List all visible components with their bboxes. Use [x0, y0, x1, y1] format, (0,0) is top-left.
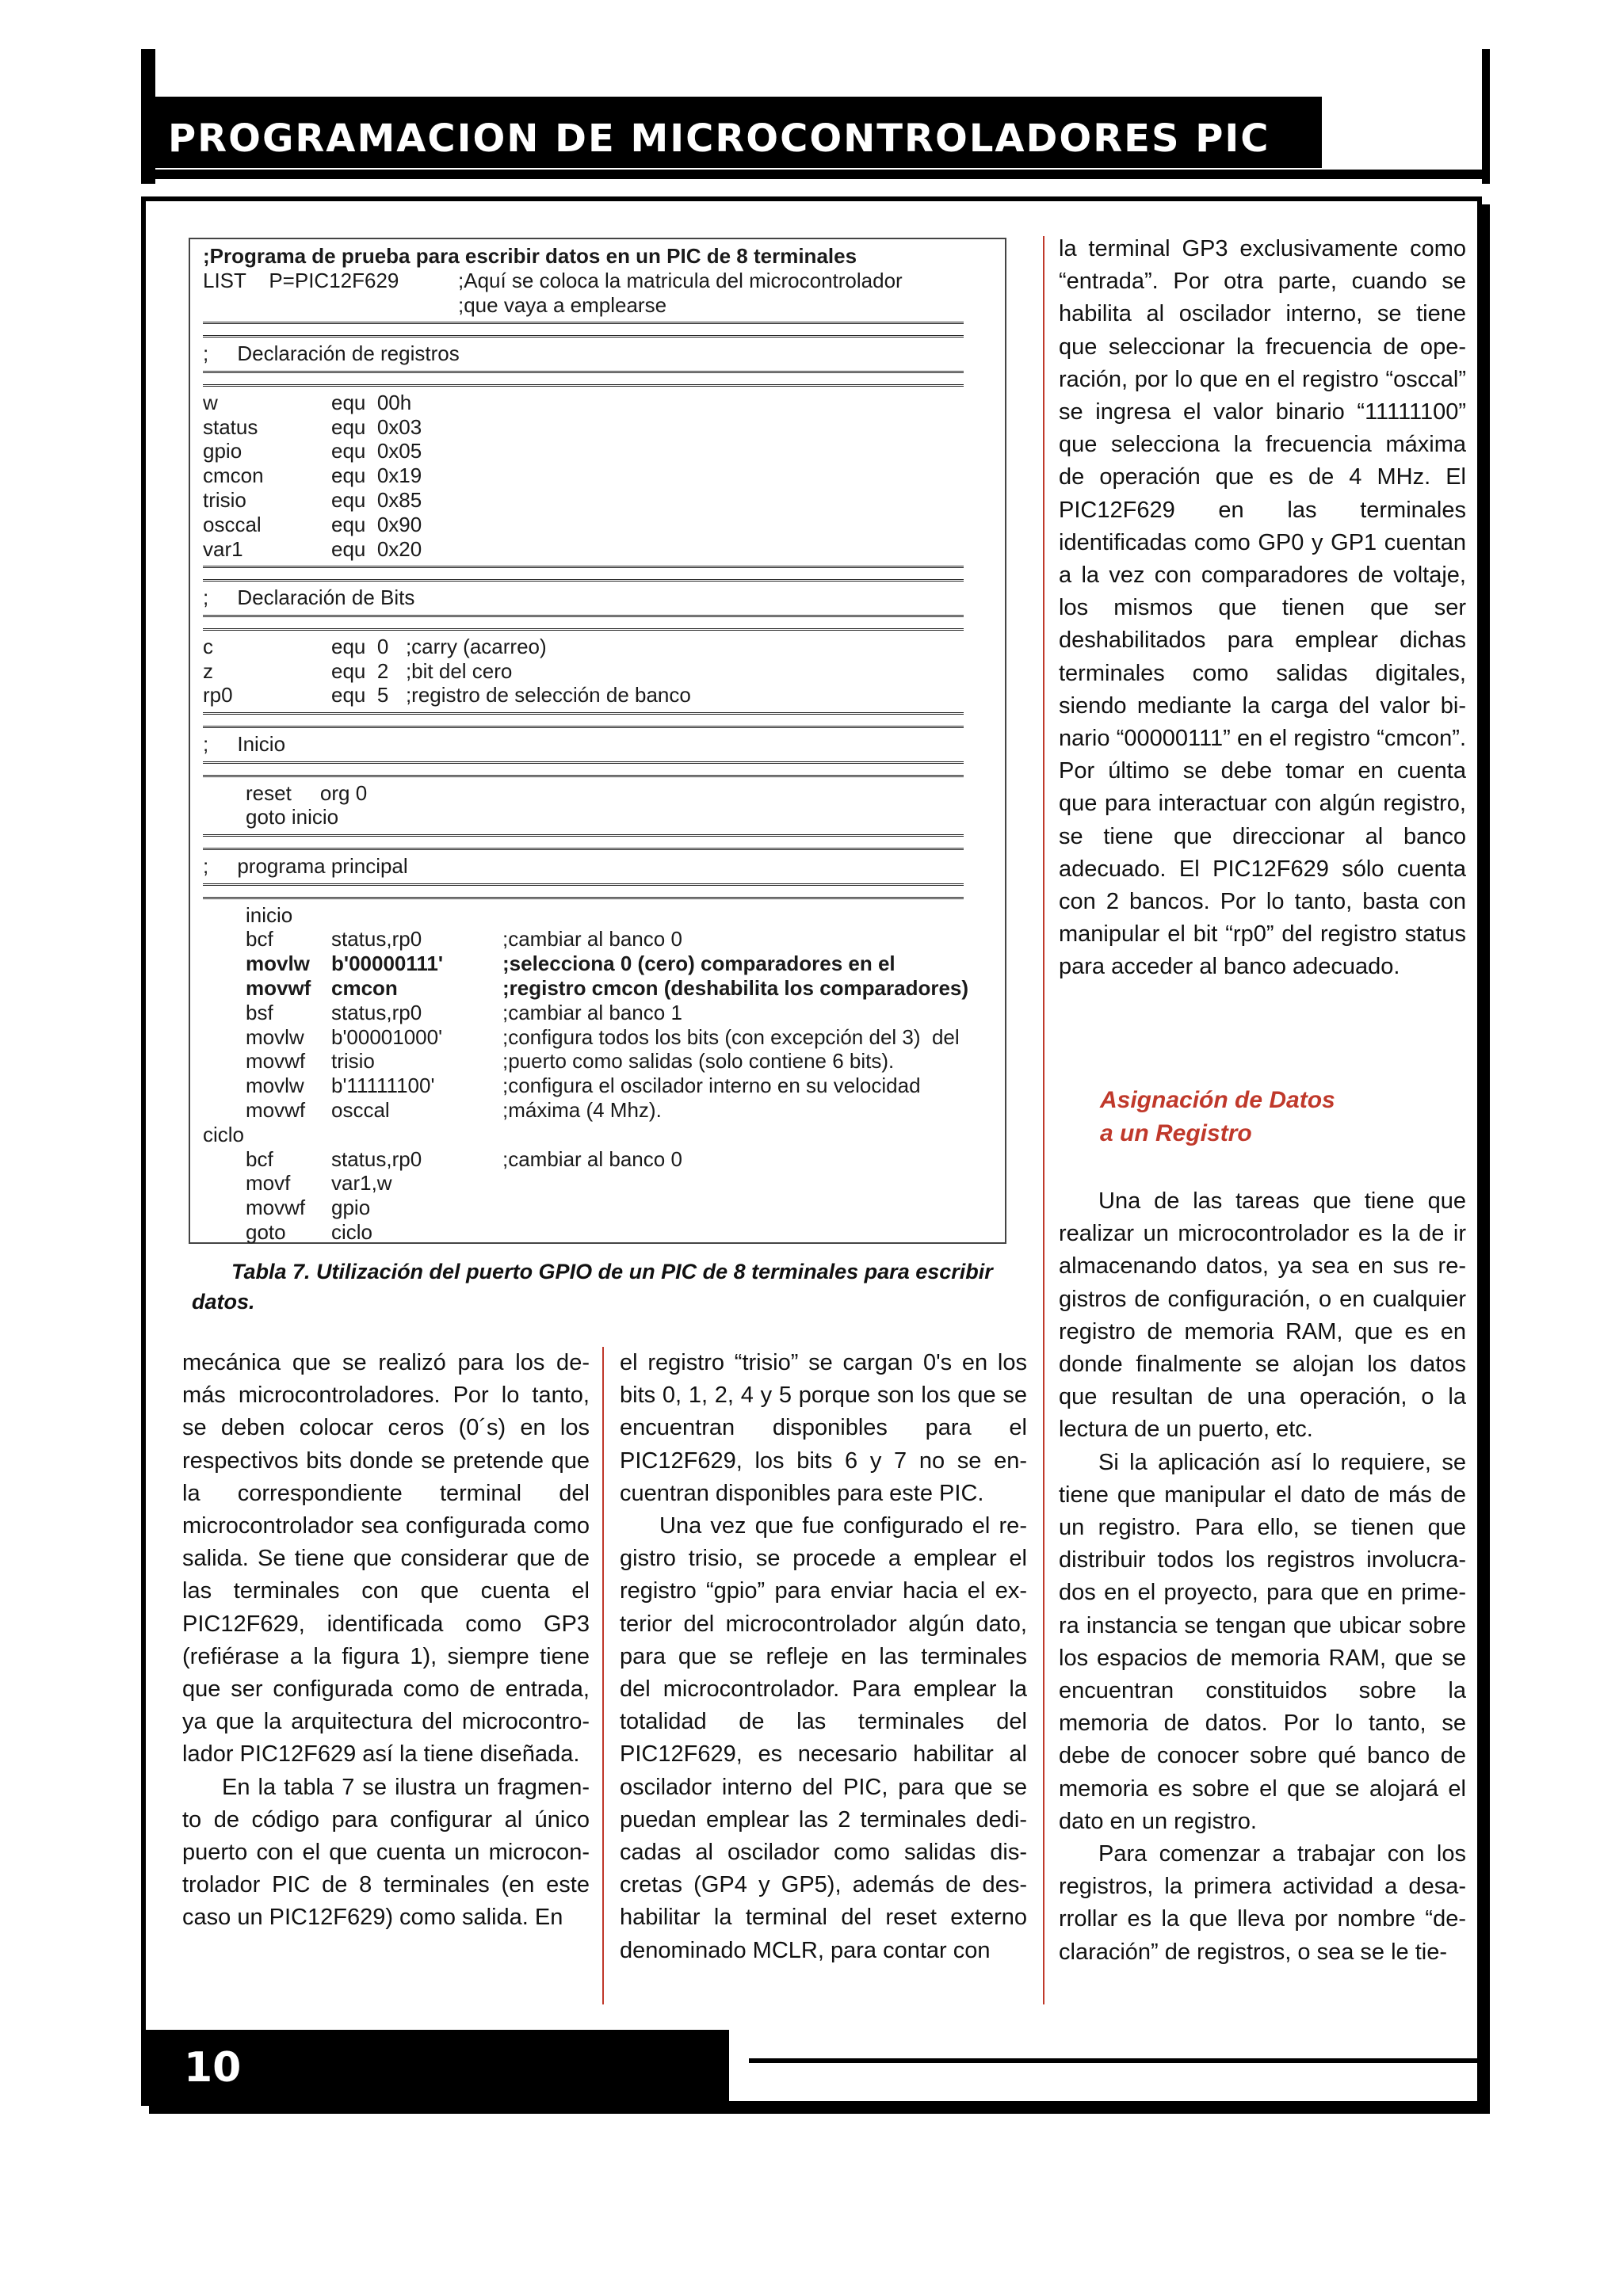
table-caption: Tabla 7. Utilización del puerto GPIO de un PIC de 8 terminales para escribir datos. — [192, 1260, 993, 1314]
code-line — [203, 732, 987, 756]
code-token: bsf — [246, 1000, 273, 1024]
code-token: ciclo — [331, 1220, 373, 1244]
code-token: status,rp0 — [331, 1000, 422, 1024]
code-line — [203, 1196, 987, 1219]
code-line — [203, 635, 987, 658]
code-separator — [203, 712, 964, 728]
code-token: equ 0x03 — [331, 414, 422, 439]
paragraph: En la tabla 7 se ilustra un fragmento de código para configurar al único puerto con el que cuenta un microcontrolador PIC de 8 terminales (en este caso un PIC12F629) como salida. En — [182, 1774, 590, 1931]
code-token: b'00001000' — [331, 1024, 443, 1049]
code-line — [203, 269, 987, 292]
code-token: goto inicio — [246, 805, 339, 830]
code-token: movlw — [246, 1074, 304, 1098]
code-token: movwf — [246, 1049, 306, 1074]
code-comment: ;máxima (4 Mhz). — [502, 1098, 662, 1122]
code-token: rp0 — [203, 683, 233, 707]
code-token: z — [203, 658, 213, 683]
code-token: goto — [246, 1220, 286, 1244]
code-token: var1,w — [331, 1171, 392, 1196]
code-token: movlw — [246, 1024, 304, 1049]
code-token: equ 2 ;bit del cero — [331, 658, 513, 683]
code-token: trisio — [203, 488, 246, 512]
code-line — [203, 1025, 987, 1049]
paragraph: Una vez que fue configurado el registro trisio, se procede a emplear el registro “gpio” para enviar hacia el exterior del microcontrolador algún dato, para que se refleje en las terminales del microcontrolador. Para emplear la totalidad de las terminales del PIC12F629, es necesario habilitar al oscilador interno del PIC, para que se puedan emplear las 2 terminales dedicadas al oscilador como salidas discretas (GP4 y GP5), además de deshabilitar la terminal del reset externo denominado MCLR, para contar con — [620, 1513, 1027, 1963]
code-separator — [203, 322, 964, 338]
code-line — [203, 293, 987, 317]
code-line — [203, 463, 987, 487]
code-token: c — [203, 634, 213, 658]
code-token: movwf — [246, 1098, 306, 1122]
code-line — [203, 1171, 987, 1195]
footer-rule — [749, 2058, 1478, 2063]
code-separator — [203, 761, 964, 777]
section-subheading — [1100, 1084, 1465, 1150]
code-token: inicio — [246, 902, 293, 927]
code-line — [203, 976, 987, 1000]
code-line — [203, 854, 987, 878]
code-token: movlw — [246, 952, 310, 976]
code-title: ;Programa de prueba para escribir datos en un PIC de 8 terminales — [203, 244, 857, 268]
code-comment: ;que vaya a emplearse — [458, 292, 667, 317]
code-line — [203, 1147, 987, 1171]
code-comment: ;configura todos los bits (con excepción del 3) del — [502, 1024, 960, 1049]
code-line — [203, 488, 987, 512]
code-token: status,rp0 — [331, 1146, 422, 1171]
code-comment: ;selecciona 0 (cero) comparadores en el — [502, 952, 896, 976]
code-token: movf — [246, 1171, 291, 1196]
code-line — [203, 439, 987, 463]
code-section-label: ; programa principal — [203, 854, 408, 878]
code-separator — [203, 615, 964, 631]
code-line — [203, 537, 987, 561]
code-token: reset org 0 — [246, 780, 368, 805]
paragraph: Si la aplicación así lo requiere, se tiene que manipular el dato de más de un registro. Para ello, se tienen que distribuir todos los registros involucrados en el proyecto, para que en primera instancia se tengan que ubicar sobre los espacios de memoria RAM, que se encuentran constituidos sobre la memoria de datos. Por lo tanto, se debe de conocer sobre qué banco de memoria es sobre el que se alojará el dato en un registro. — [1059, 1449, 1466, 1834]
paragraph: la terminal GP3 exclusivamente como “entrada”. Por otra parte, cuando se habilita al oscilador interno, se tiene que seleccionar la frecuencia de operación, por lo que en el registro “osccal” se ingresa el valor binario “11111100” que selecciona la frecuencia máxima de operación que es de 4 MHz. El PIC12F629 en las terminales identificadas como GP0 y GP1 cuentan a la vez con comparadores de voltaje, los mismos que tienen que ser deshabilitados para emplear dichas terminales como salidas digitales, siendo mediante la carga del valor binario “00000111” en el registro “cmcon”. Por último se debe tomar en cuenta que para interactuar con algún registro, se tiene que direccionar al banco adecuado. El PIC12F629 sólo cuenta con 2 bancos. Por lo tanto, basta con manipular el bit “rp0” del registro status para acceder al banco adecuado. — [1059, 236, 1466, 980]
column-divider-2 — [1043, 236, 1044, 2004]
code-separator — [203, 834, 964, 850]
code-comment: ;cambiar al banco 0 — [502, 1146, 682, 1171]
text-column-2 — [620, 1347, 1027, 1967]
paragraph: Para comenzar a trabajar con los registros, la primera actividad a desarrollar es la que lleva por nombre “declaración” de registros, o sea se le tie- — [1059, 1841, 1466, 1965]
code-line — [203, 585, 987, 609]
code-section-label: ; Declaración de Bits — [203, 585, 415, 610]
code-comment: ;configura el oscilador interno en su velocidad — [502, 1074, 921, 1098]
code-token: equ 0x05 — [331, 439, 422, 463]
code-line — [203, 341, 987, 365]
code-comment: ;cambiar al banco 0 — [502, 927, 682, 952]
code-token: LIST P=PIC12F629 — [203, 268, 399, 292]
code-token: trisio — [331, 1049, 375, 1074]
code-token: status,rp0 — [331, 927, 422, 952]
code-comment: ;cambiar al banco 1 — [502, 1000, 682, 1024]
paragraph: mecánica que se realizó para los demás microcontroladores. Por lo tanto, se deben colocar ceros (0´s) en los respectivos bits donde se pretende que la correspondiente terminal del microcontrolador sea configurada como salida. Se tiene que considerar que de las terminales con que cuenta el PIC12F629, identificada como GP3 (refiérase a la figura 1), siempre tiene que ser configurada como de entrada, ya que la arquitectura del microcontrolador PIC12F629 así la tiene diseñada. — [182, 1350, 590, 1768]
code-token: equ 0x20 — [331, 536, 422, 561]
code-token: gpio — [203, 439, 242, 463]
code-section-label: ; Inicio — [203, 732, 286, 756]
code-token: b'11111100' — [331, 1074, 435, 1098]
text-column-3-top — [1059, 233, 1466, 984]
code-line — [203, 805, 987, 829]
code-separator — [203, 371, 964, 387]
code-token: movwf — [246, 1196, 306, 1220]
code-line — [203, 415, 987, 439]
code-line — [203, 1098, 987, 1122]
code-line — [203, 1001, 987, 1024]
code-separator — [203, 566, 964, 582]
code-token: cmcon — [331, 976, 398, 1000]
code-line — [203, 952, 987, 975]
paragraph: Una de las tareas que tiene que realizar un microcontrolador es la de ir almacenando datos, ya sea en sus registros de configuración, o en cualquier registro de memoria RAM, que es en donde finalmente se alojan los datos que resultan de una operación, o la lectura de un puerto, etc. — [1059, 1188, 1466, 1443]
code-comment: ;puerto como salidas (solo contiene 6 bits). — [502, 1049, 895, 1074]
code-comment: ;Aquí se coloca la matricula del microcontrolador — [458, 268, 903, 292]
code-token: equ 00h — [331, 390, 412, 414]
page-number: 10 — [184, 2044, 242, 2092]
code-separator — [203, 883, 964, 899]
code-comment: ;registro cmcon (deshabilita los comparadores) — [502, 976, 969, 1000]
code-line — [203, 781, 987, 805]
code-token: osccal — [331, 1098, 390, 1122]
code-token: ciclo — [203, 1122, 245, 1146]
code-line — [203, 683, 987, 707]
code-token: bcf — [246, 927, 273, 952]
column-divider-1 — [602, 1347, 604, 2004]
header-rule — [143, 170, 1490, 179]
subheading-line: a un Registro — [1100, 1120, 1252, 1146]
code-line — [203, 1049, 987, 1073]
code-token: w — [203, 390, 218, 414]
page-header-title: PROGRAMACION DE MICROCONTROLADORES PIC — [168, 116, 1270, 161]
code-line — [203, 1074, 987, 1097]
code-token: var1 — [203, 536, 243, 561]
code-line — [203, 1123, 987, 1146]
code-title-line — [203, 244, 987, 268]
text-column-1 — [182, 1347, 590, 1935]
code-token: equ 0x90 — [331, 512, 422, 536]
subheading-line: Asignación de Datos — [1100, 1087, 1335, 1113]
header-right-bar — [1482, 49, 1490, 184]
code-token: status — [203, 414, 258, 439]
code-section-label: ; Declaración de registros — [203, 341, 460, 366]
code-line — [203, 903, 987, 927]
code-token: equ 0x19 — [331, 463, 422, 488]
code-line — [203, 391, 987, 414]
code-token: movwf — [246, 976, 311, 1000]
code-token: cmcon — [203, 463, 264, 488]
code-token: bcf — [246, 1146, 273, 1171]
code-line — [203, 659, 987, 683]
code-line — [203, 513, 987, 536]
code-line — [203, 927, 987, 951]
code-line — [203, 1220, 987, 1244]
code-token: equ 0x85 — [331, 488, 422, 512]
text-column-3-bottom — [1059, 1185, 1466, 1969]
code-token: equ 0 ;carry (acarreo) — [331, 634, 547, 658]
paragraph: el registro “trisio” se cargan 0's en los bits 0, 1, 2, 4 y 5 porque son los que se encuentran disponibles para el PIC12F629, los bits 6 y 7 no se encuentran disponibles para este PIC. — [620, 1350, 1027, 1506]
code-token: equ 5 ;registro de selección de banco — [331, 683, 691, 707]
code-token: gpio — [331, 1196, 371, 1220]
code-token: b'00000111' — [331, 952, 444, 976]
code-token: osccal — [203, 512, 262, 536]
